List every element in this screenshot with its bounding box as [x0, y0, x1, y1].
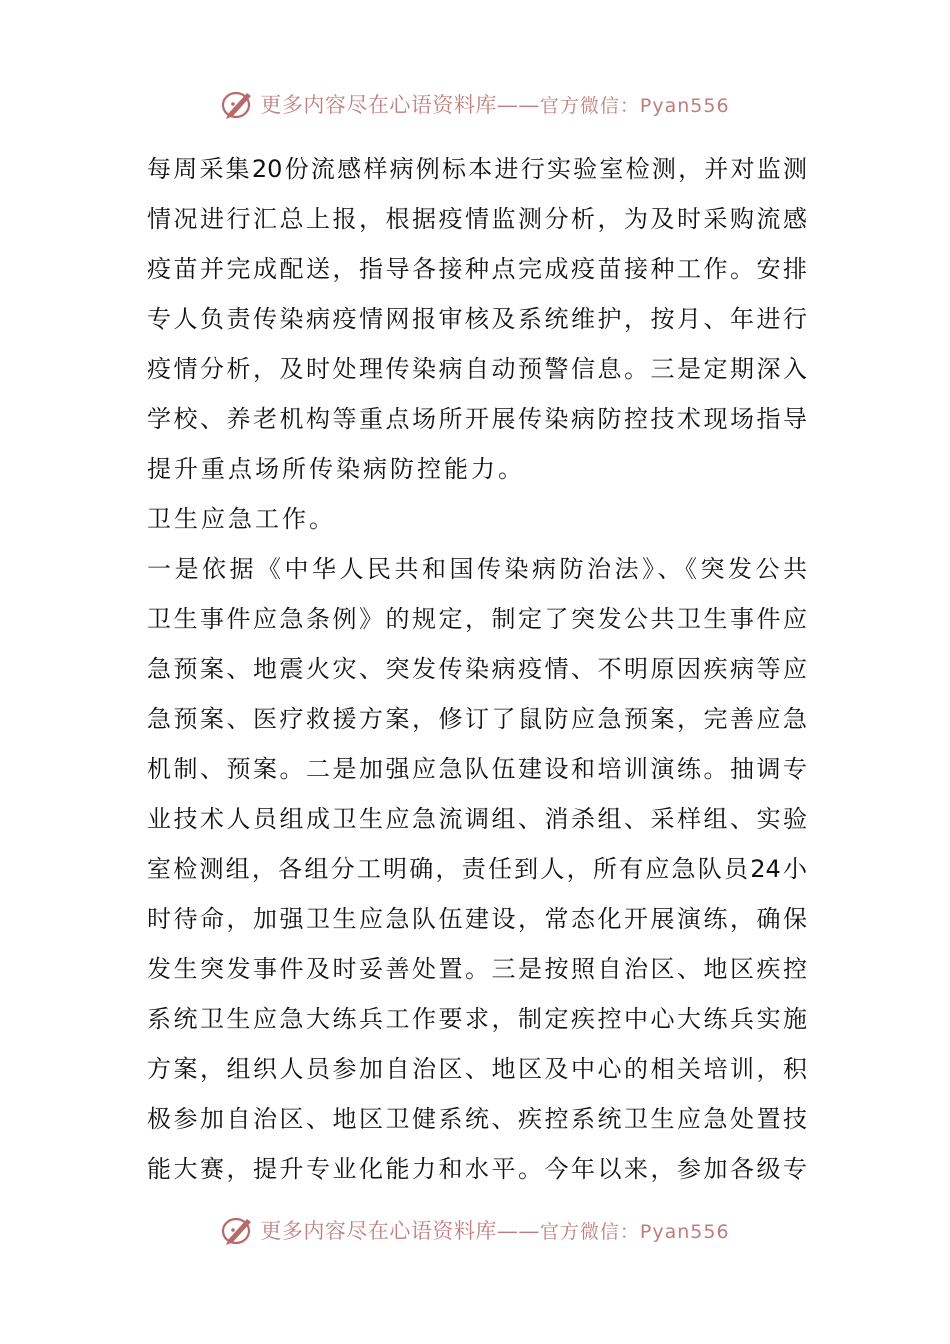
banner-main-text: 更多内容尽在心语资料库——: [260, 93, 540, 117]
text-line: 一是依据《中华人民共和国传染病防治法》、《突发公共: [147, 555, 807, 583]
text-line: 系统卫生应急大练兵工作要求，制定疾控中心大练兵实施: [147, 1005, 807, 1033]
banner-wechat-text: 官方微信：Pyan556: [539, 94, 730, 117]
text-line: 时待命，加强卫生应急队伍建设，常态化开展演练，确保: [147, 905, 807, 933]
banner-main-text: 更多内容尽在心语资料库——: [260, 1219, 540, 1243]
section-heading: 卫生应急工作。: [147, 505, 336, 533]
text-line: 急预案、地震火灾、突发传染病疫情、不明原因疾病等应: [147, 655, 807, 683]
text-line: 提升重点场所传染病防控能力。: [147, 455, 525, 483]
text-line: 方案，组织人员参加自治区、地区及中心的相关培训，积: [147, 1055, 807, 1083]
header-watermark-banner: [0, 84, 950, 124]
text-line: 卫生事件应急条例》的规定，制定了突发公共卫生事件应: [147, 605, 807, 633]
text-line: 疫苗并完成配送，指导各接种点完成疫苗接种工作。安排: [147, 255, 807, 283]
text-line: 机制、预案。二是加强应急队伍建设和培训演练。抽调专: [147, 755, 807, 783]
text-line: 专人负责传染病疫情网报审核及系统维护，按月、年进行: [147, 305, 807, 333]
text-line: 能大赛，提升专业化能力和水平。今年以来，参加各级专: [147, 1155, 807, 1183]
text-line: 极参加自治区、地区卫健系统、疾控系统卫生应急处置技: [147, 1105, 807, 1133]
pen-logo-icon: [220, 86, 256, 122]
text-line: 急预案、医疗救援方案，修订了鼠防应急预案，完善应急: [147, 705, 807, 733]
text-line: 疫情分析，及时处理传染病自动预警信息。三是定期深入: [147, 355, 807, 383]
text-line: 每周采集20份流感样病例标本进行实验室检测，并对监测: [147, 155, 807, 183]
pen-logo-icon: [220, 1212, 256, 1248]
text-line: 发生突发事件及时妥善处置。三是按照自治区、地区疾控: [147, 955, 807, 983]
text-line: 室检测组，各组分工明确，责任到人，所有应急队员24小: [147, 855, 807, 883]
text-line: 业技术人员组成卫生应急流调组、消杀组、采样组、实验: [147, 805, 807, 833]
text-line: 情况进行汇总上报，根据疫情监测分析，为及时采购流感: [147, 205, 807, 233]
document-body: [147, 144, 807, 1194]
banner-wechat-text: 官方微信：Pyan556: [539, 1220, 730, 1243]
footer-watermark-banner: [0, 1210, 950, 1250]
text-line: 学校、养老机构等重点场所开展传染病防控技术现场指导: [147, 405, 807, 433]
